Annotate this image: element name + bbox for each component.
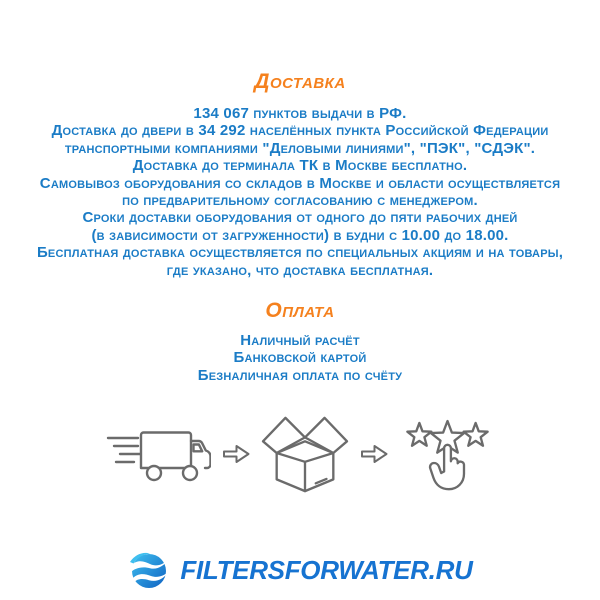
arrow-right-icon	[359, 443, 389, 465]
delivery-text-line: (в зависимости от загруженности) в будни с 10.00 до 18.00.	[91, 226, 509, 244]
rating-stars-hand-icon	[399, 409, 496, 499]
payment-text-block	[0, 332, 600, 384]
delivery-section	[0, 0, 600, 279]
delivery-text-line: Доставка до двери в 34 292 населённых пункта Российской Федерации	[51, 122, 549, 140]
delivery-text-line: по предварительному согласованию с менеджером.	[122, 192, 478, 210]
delivery-text-line: 134 067 пунктов выдачи в РФ.	[193, 105, 407, 122]
delivery-text-line: Самовывоз оборудования со складов в Москве и области осуществляется	[39, 174, 561, 192]
payment-title: Оплата	[265, 299, 335, 323]
delivery-text-block	[0, 105, 600, 279]
delivery-title: Доставка	[254, 70, 346, 93]
payment-text-line: Безналичная оплата по счёту	[197, 366, 403, 384]
delivery-truck-icon	[105, 423, 211, 485]
open-box-icon	[261, 412, 349, 496]
delivery-text-line: где указано, что доставка бесплатная.	[166, 261, 434, 279]
payment-text-line: Банковской картой	[233, 349, 367, 367]
water-wave-globe-icon	[127, 550, 171, 590]
delivery-text-line: Бесплатная доставка осуществляется по специальных акциям и на товары,	[36, 244, 564, 262]
process-icons-row	[0, 408, 600, 500]
payment-text-line: Наличный расчёт	[240, 332, 360, 350]
arrow-right-icon	[221, 443, 251, 465]
payment-section	[0, 299, 600, 384]
site-logo-text: FILTERSFORWATER.RU	[180, 554, 473, 585]
site-logo[interactable]	[0, 550, 600, 590]
delivery-text-line: транспортными компаниями "Деловыми линиями", "ПЭК", "СДЭК".	[64, 139, 536, 157]
delivery-text-line: Сроки доставки оборудования от одного до пяти рабочих дней	[82, 209, 518, 227]
delivery-text-line: Доставка до терминала ТК в Москве бесплатно.	[132, 157, 468, 175]
